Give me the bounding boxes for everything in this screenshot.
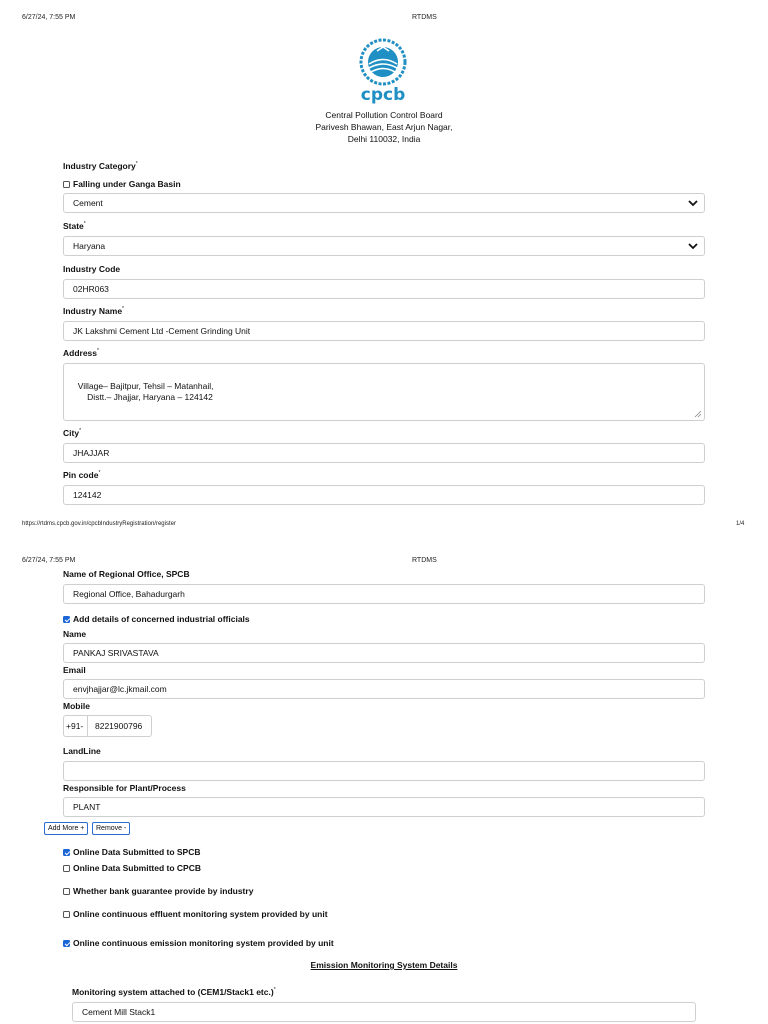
industry-name-label: Industry Name* (63, 306, 124, 316)
mobile-country-code: +91- (63, 715, 87, 737)
landline-input[interactable] (63, 761, 705, 781)
org-address (284, 109, 484, 145)
responsible-label: Responsible for Plant/Process (63, 783, 186, 793)
state-select[interactable]: Haryana (63, 236, 705, 256)
footer-url: https://rtdms.cpcb.gov.in/cpcbIndustryRegistration/register (22, 521, 176, 527)
print-title: RTDMS (412, 14, 437, 21)
resize-grip-icon[interactable] (694, 410, 702, 418)
pincode-input[interactable]: 124142 (63, 485, 705, 505)
mobile-label: Mobile (63, 701, 90, 711)
regional-office-label: Name of Regional Office, SPCB (63, 569, 190, 579)
name-label: Name (63, 629, 87, 639)
checkbox-icon[interactable] (63, 181, 70, 188)
industry-code-label: Industry Code (63, 264, 121, 274)
checkbox-icon[interactable] (63, 911, 70, 918)
name-input[interactable]: PANKAJ SRIVASTAVA (63, 643, 705, 663)
print-title-2: RTDMS (412, 557, 437, 564)
org-address-line2: Delhi 110032, India (347, 134, 421, 144)
city-input[interactable]: JHAJJAR (63, 443, 705, 463)
org-name: Central Pollution Control Board (325, 110, 443, 120)
state-label: State* (63, 221, 86, 231)
chevron-down-icon (688, 242, 698, 250)
industry-category-select[interactable]: Cement (63, 193, 705, 213)
logo-wordmark: cpcb (360, 85, 406, 105)
cpcb-logo (355, 37, 411, 105)
regional-office-input[interactable]: Regional Office, Bahadurgarh (63, 584, 705, 604)
pincode-label: Pin code* (63, 470, 101, 480)
checkbox-checked-icon[interactable] (63, 940, 70, 947)
effluent-monitoring-checkbox[interactable]: Online continuous effluent monitoring system provided by unit (63, 909, 328, 919)
ganga-basin-checkbox[interactable]: Falling under Ganga Basin (63, 179, 181, 189)
add-more-button[interactable]: Add More + (44, 822, 88, 835)
responsible-input[interactable]: PLANT (63, 797, 705, 817)
checkbox-checked-icon[interactable] (63, 849, 70, 856)
monitoring-attached-input[interactable]: Cement Mill Stack1 (72, 1002, 696, 1022)
industry-name-input[interactable]: JK Lakshmi Cement Ltd -Cement Grinding Unit (63, 321, 705, 341)
address-text: Village– Bajitpur, Tehsil – Matanhail, Distt.– Jhajjar, Haryana – 124142 (77, 381, 214, 402)
email-input[interactable]: envjhajjar@lc.jkmail.com (63, 679, 705, 699)
checkbox-icon[interactable] (63, 865, 70, 872)
landline-label: LandLine (63, 746, 101, 756)
officials-checkbox[interactable]: Add details of concerned industrial officials (63, 614, 250, 624)
cpcb-data-checkbox[interactable]: Online Data Submitted to CPCB (63, 863, 201, 873)
spcb-data-checkbox[interactable]: Online Data Submitted to SPCB (63, 847, 201, 857)
org-address-line1: Parivesh Bhawan, East Arjun Nagar, (315, 122, 453, 132)
bank-guarantee-checkbox[interactable]: Whether bank guarantee provide by industry (63, 886, 253, 896)
emission-section-title: Emission Monitoring System Details (310, 960, 458, 970)
city-label: City* (63, 428, 82, 438)
email-label: Email (63, 665, 86, 675)
mobile-input[interactable]: 8221900796 (87, 715, 152, 737)
print-datetime: 6/27/24, 7:55 PM (22, 14, 76, 21)
print-datetime-2: 6/27/24, 7:55 PM (22, 557, 76, 564)
emission-monitoring-checkbox[interactable]: Online continuous emission monitoring system provided by unit (63, 938, 334, 948)
footer-page-number: 1/4 (736, 521, 745, 527)
monitoring-attached-label: Monitoring system attached to (CEM1/Stack1 etc.)* (72, 987, 276, 997)
industry-category-label: Industry Category* (63, 161, 138, 171)
chevron-down-icon (688, 199, 698, 207)
remove-button[interactable]: Remove - (92, 822, 130, 835)
checkbox-checked-icon[interactable] (63, 616, 70, 623)
address-label: Address* (63, 348, 99, 358)
address-textarea[interactable] (63, 363, 705, 421)
checkbox-icon[interactable] (63, 888, 70, 895)
industry-code-input[interactable]: 02HR063 (63, 279, 705, 299)
